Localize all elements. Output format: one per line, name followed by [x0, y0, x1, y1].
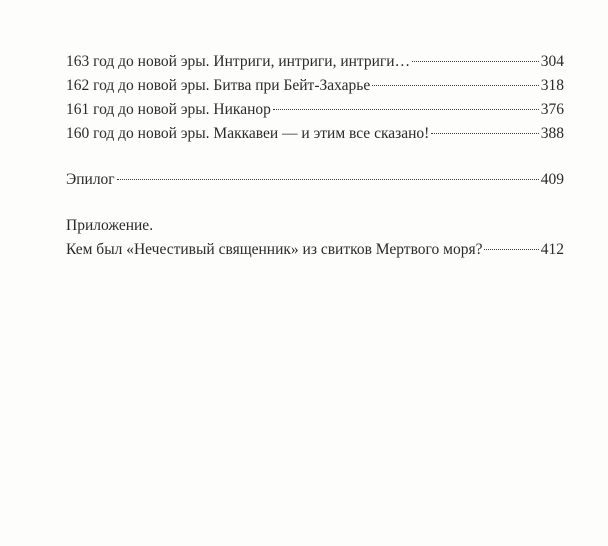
dot-leader [372, 85, 539, 86]
toc-entry-page: 412 [540, 241, 564, 258]
toc-entry [66, 98, 564, 122]
table-of-contents [66, 50, 564, 262]
toc-entry-page: 304 [540, 53, 564, 70]
toc-entry-appendix [66, 238, 564, 262]
spacer [66, 192, 564, 214]
toc-entry-title: 163 год до новой эры. Интриги, интриги, интриги… [66, 53, 411, 70]
toc-entry-title: Эпилог [66, 171, 115, 188]
toc-entry-title: 160 год до новой эры. Маккавеи — и этим все сказано! [66, 125, 430, 142]
toc-entry-page: 388 [540, 125, 564, 142]
toc-entry-title: 162 год до новой эры. Битва при Бейт-Захарье [66, 77, 371, 94]
toc-entry-epilogue [66, 168, 564, 192]
appendix-heading: Приложение. [66, 217, 154, 234]
toc-entry-page: 409 [540, 171, 564, 188]
dot-leader [412, 61, 539, 62]
dot-leader [484, 249, 538, 250]
dot-leader [431, 133, 538, 134]
toc-entry-title: 161 год до новой эры. Никанор [66, 101, 271, 118]
toc-entry [66, 74, 564, 98]
spacer [66, 146, 564, 168]
toc-entry-page: 318 [540, 77, 564, 94]
toc-entry [66, 122, 564, 146]
dot-leader [117, 179, 539, 180]
toc-entry-page: 376 [540, 101, 564, 118]
dot-leader [273, 109, 539, 110]
toc-entry-title: Кем был «Нечестивый священник» из свитков Мертвого моря? [66, 241, 483, 258]
toc-entry [66, 50, 564, 74]
